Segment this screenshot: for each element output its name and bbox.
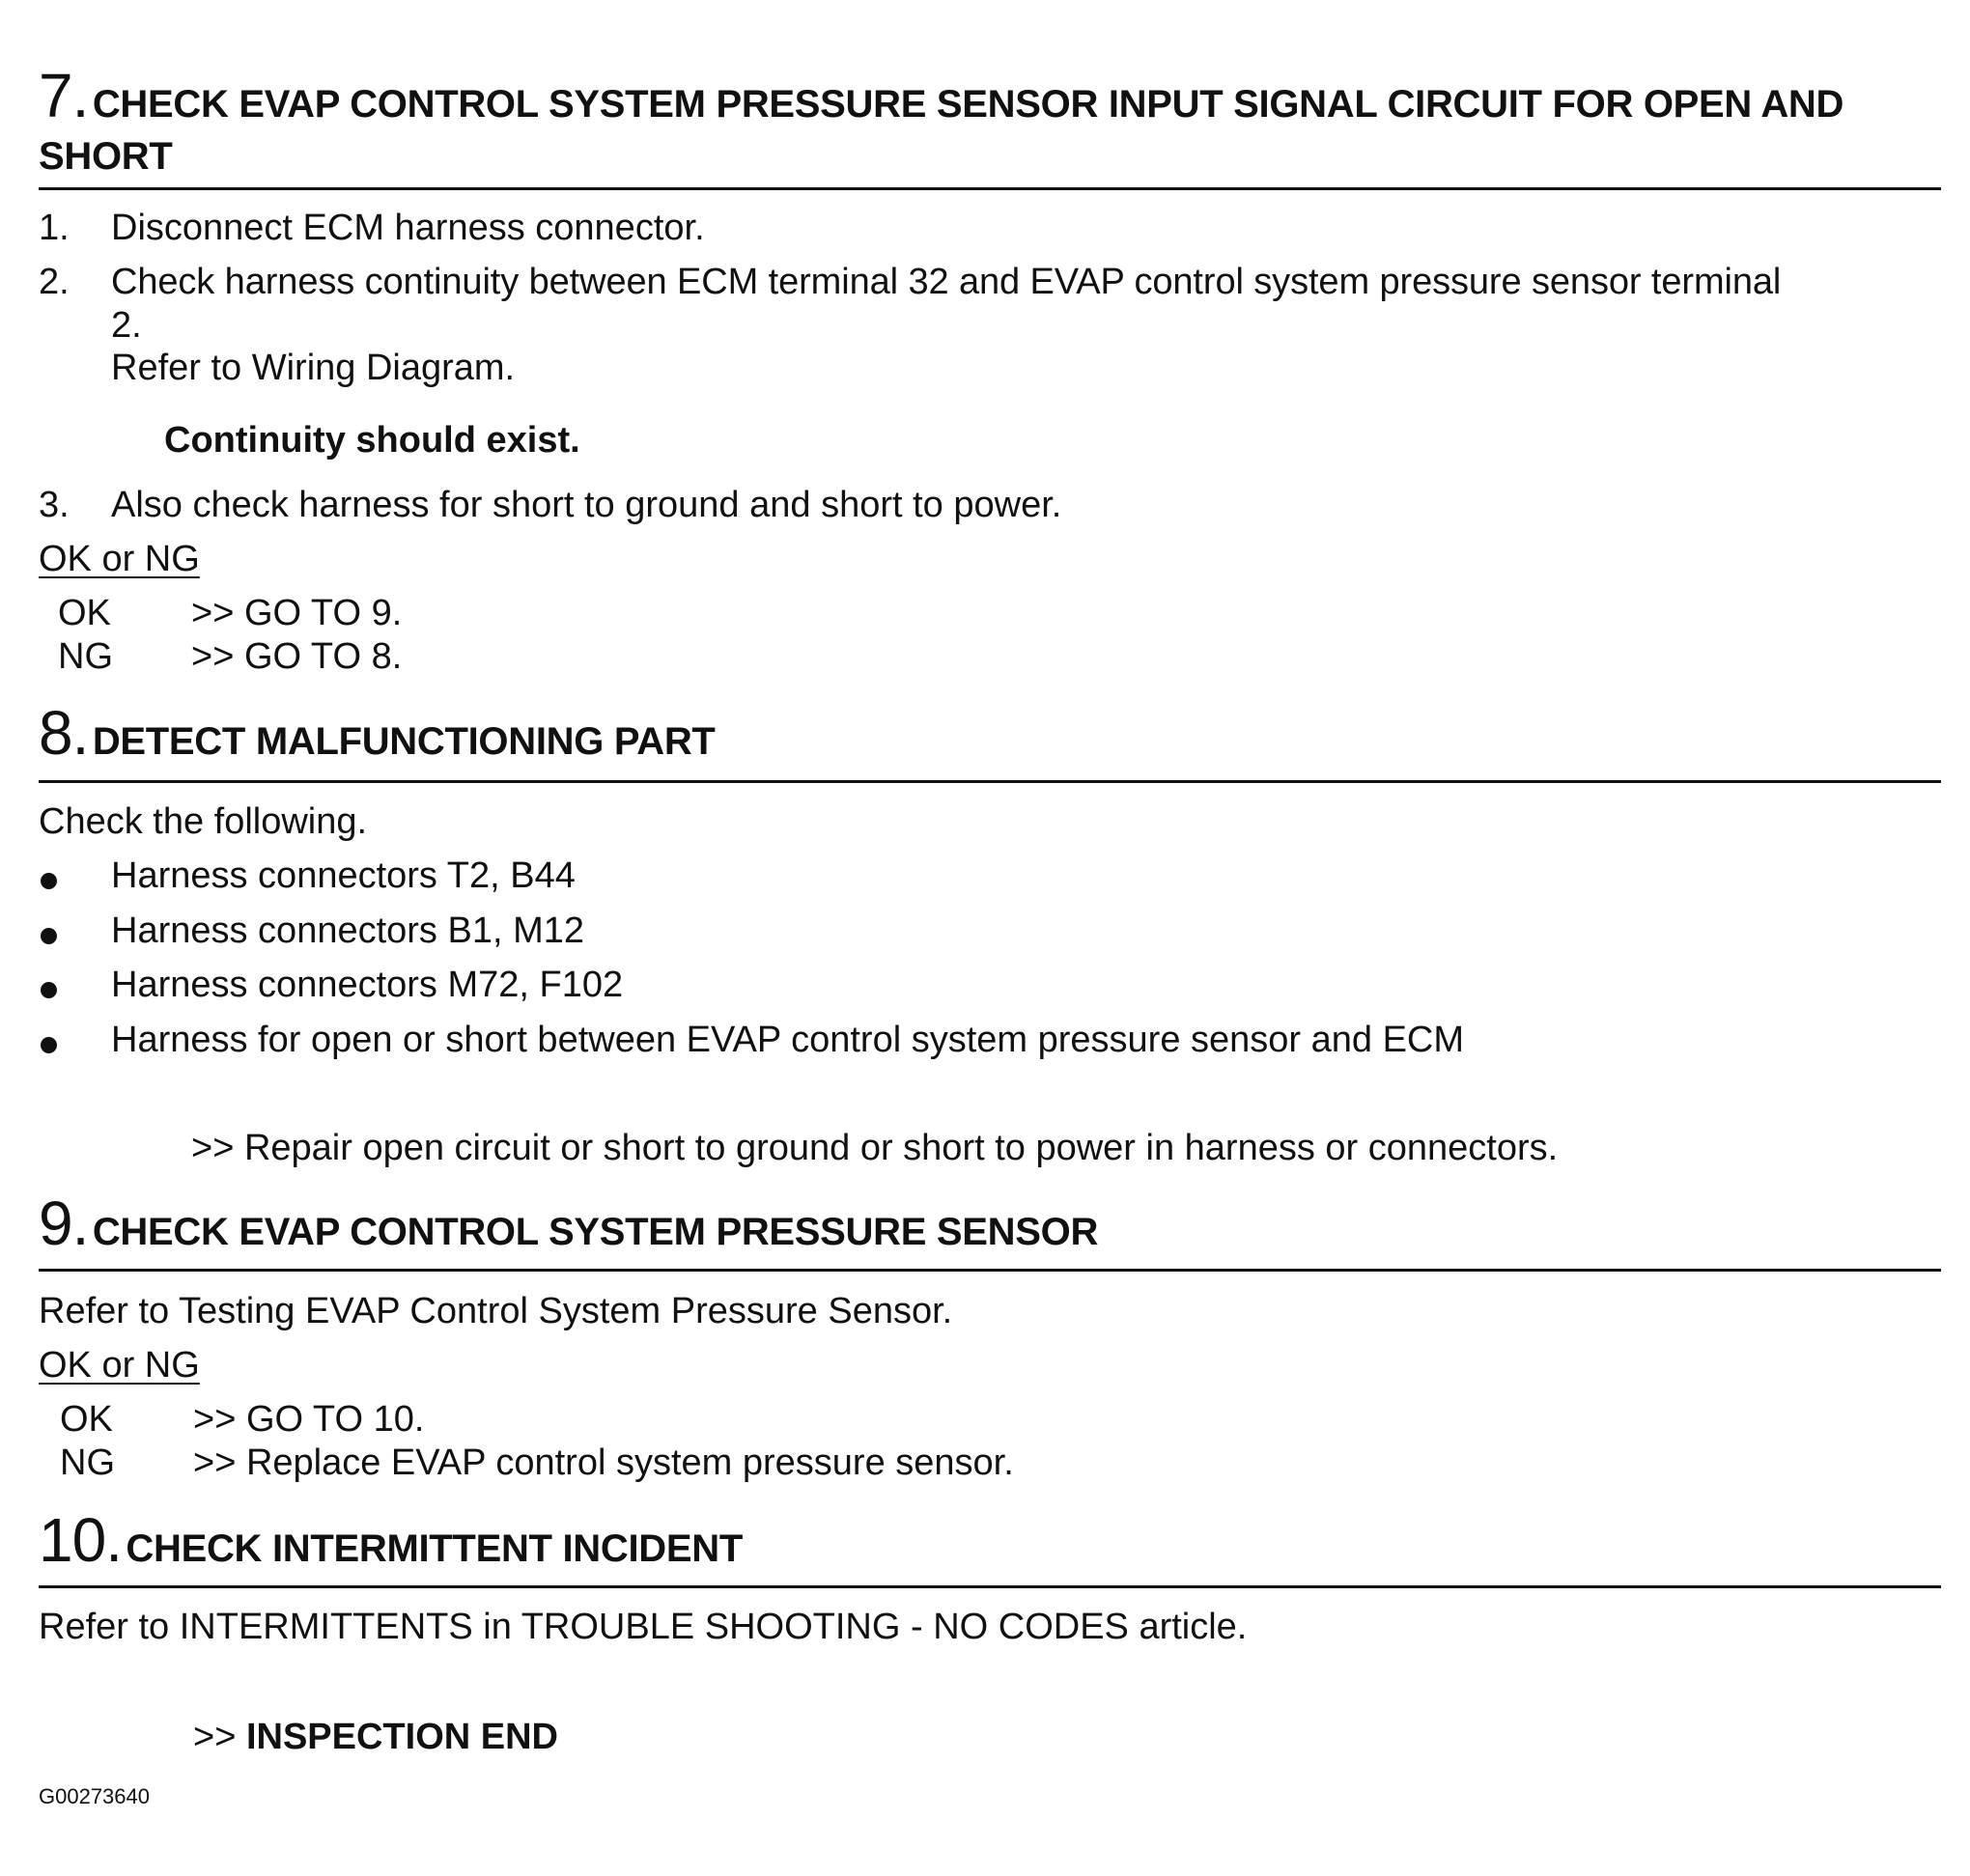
- step-9-intro: Refer to Testing EVAP Control System Pressure Sensor.: [39, 1291, 953, 1331]
- step-8-bullet-4: Harness for open or short between EVAP control system pressure sensor and ECM: [111, 1020, 1465, 1060]
- bullet-dot: [41, 873, 57, 889]
- step-7-item-3-label: 3.: [39, 485, 70, 525]
- step-7-title-line1: CHECK EVAP CONTROL SYSTEM PRESSURE SENSOR INPUT SIGNAL CIRCUIT FOR OPEN AND: [92, 83, 1844, 126]
- step-10-end-prefix: >>: [193, 1717, 237, 1757]
- step-7-number: 7.: [39, 61, 89, 130]
- step-7-item-2-label: 2.: [39, 262, 70, 302]
- bullet-dot: [41, 928, 57, 944]
- step-7-item-2-text-cont: 2.: [111, 305, 142, 346]
- step-7-result-ng-status: NG: [58, 636, 113, 677]
- step-8-bullet-2: Harness connectors B1, M12: [111, 910, 585, 951]
- step-7-title-line2: SHORT: [39, 135, 173, 178]
- step-9-result-ok-action: >> GO TO 10.: [193, 1399, 425, 1440]
- figure-id: G00273640: [39, 1784, 150, 1808]
- step-8-bullet-1: Harness connectors T2, B44: [111, 855, 576, 896]
- step-10-intro: Refer to INTERMITTENTS in TROUBLE SHOOTING - NO CODES article.: [39, 1607, 1248, 1647]
- step-9-heading: [39, 1188, 1098, 1259]
- step-10-heading: [39, 1504, 743, 1576]
- step-7-spec: Continuity should exist.: [164, 420, 580, 461]
- step-7-item-2-text: Check harness continuity between ECM terminal 32 and EVAP control system pressure sensor terminal: [111, 262, 1782, 302]
- step-9-rule: [39, 1269, 1941, 1272]
- step-7-item-1-text: Disconnect ECM harness connector.: [111, 208, 705, 248]
- step-7-result-ok-action: >> GO TO 9.: [191, 593, 403, 633]
- step-7-item-3-text: Also check harness for short to ground and short to power.: [111, 485, 1062, 525]
- step-8-bullet-3: Harness connectors M72, F102: [111, 965, 624, 1005]
- step-9-title: CHECK EVAP CONTROL SYSTEM PRESSURE SENSOR: [92, 1211, 1099, 1253]
- step-8-title: DETECT MALFUNCTIONING PART: [92, 720, 716, 763]
- step-10-end: [193, 1717, 558, 1758]
- step-10-number: 10.: [39, 1505, 122, 1575]
- step-9-result-ok-status: OK: [60, 1399, 113, 1440]
- step-7-result-ok-status: OK: [58, 593, 111, 633]
- step-9-result-ng-action: >> Replace EVAP control system pressure sensor.: [193, 1442, 1014, 1483]
- step-7-item-1-label: 1.: [39, 208, 70, 248]
- step-9-result-heading: OK or NG: [39, 1345, 200, 1386]
- step-8-rule: [39, 780, 1941, 783]
- bullet-dot: [41, 1037, 57, 1053]
- step-10-rule: [39, 1585, 1941, 1588]
- step-7-result-ng-action: >> GO TO 8.: [191, 636, 403, 677]
- step-9-result-ng-status: NG: [60, 1442, 115, 1483]
- step-7-result-heading: OK or NG: [39, 539, 200, 579]
- step-10-title: CHECK INTERMITTENT INCIDENT: [126, 1527, 743, 1570]
- step-7-rule: [39, 187, 1941, 190]
- step-9-number: 9.: [39, 1189, 89, 1258]
- step-8-intro: Check the following.: [39, 801, 368, 842]
- bullet-dot: [41, 982, 57, 998]
- step-7-heading: [39, 60, 1843, 131]
- step-8-heading: [39, 697, 716, 769]
- step-8-number: 8.: [39, 698, 89, 768]
- step-7-item-2-reference: Refer to Wiring Diagram.: [111, 348, 516, 388]
- step-8-action: >> Repair open circuit or short to ground or short to power in harness or connectors.: [191, 1128, 1559, 1168]
- step-10-end-label: INSPECTION END: [245, 1717, 558, 1757]
